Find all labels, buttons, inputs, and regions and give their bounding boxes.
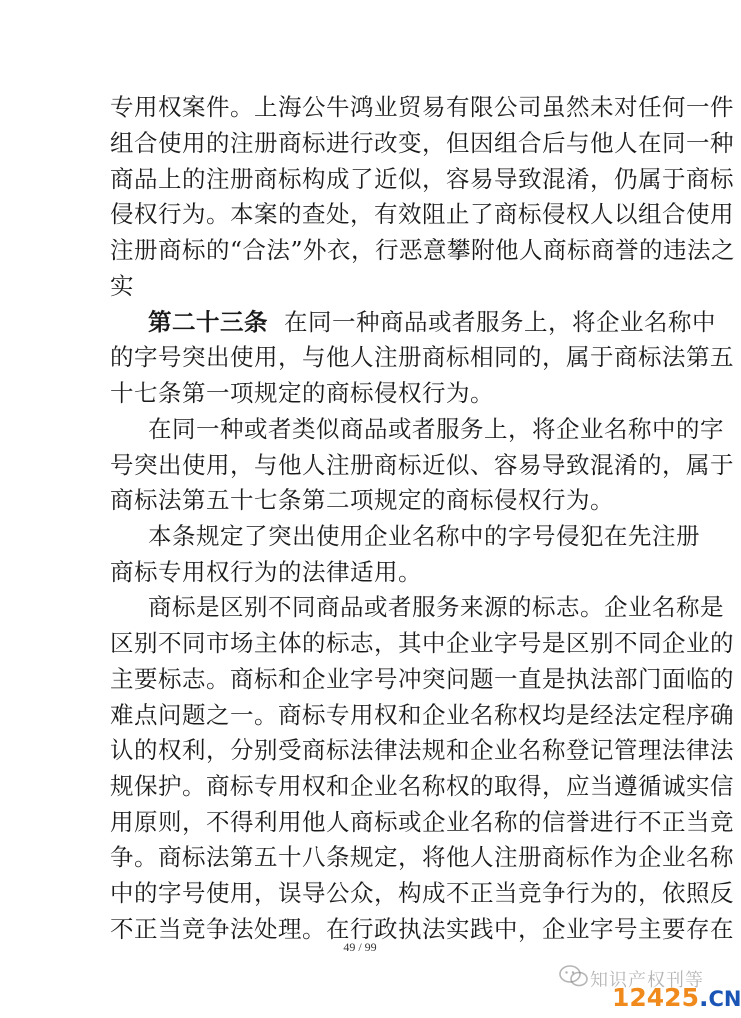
- text-line: 中的字号使用，误导公众，构成不正当竞争行为的，依照反: [110, 879, 734, 907]
- site-logo: [612, 983, 741, 1012]
- text-line: 组合使用的注册商标进行改变，但因组合后与他人在同一种: [110, 129, 734, 157]
- text-line: 在同一种或者类似商品或者服务上，将企业名称中的字: [148, 415, 724, 443]
- watermark-text: 知识产权刊等: [590, 970, 704, 991]
- text-line: 商标专用权行为的法律适用。: [110, 558, 422, 586]
- text-line: 商品上的注册商标构成了近似，容易导致混淆，仍属于商标: [110, 165, 734, 193]
- text-line: 主要标志。商标和企业字号冲突问题一直是执法部门面临的: [110, 665, 734, 693]
- text-line: 侵权行为。本案的查处，有效阻止了商标侵权人以组合使用: [110, 200, 734, 228]
- text-line: 商标法第五十七条第二项规定的商标侵权行为。: [110, 486, 614, 514]
- text-line: 难点问题之一。商标专用权和企业名称权均是经法定程序确: [110, 701, 734, 729]
- article-first-line: [148, 307, 716, 337]
- article-text: 在同一种商品或者服务上，将企业名称中: [283, 308, 716, 336]
- article-heading: 第二十三条: [148, 308, 268, 336]
- text-line: 不正当竞争法处理。在行政执法实践中，企业字号主要存在: [110, 915, 734, 943]
- text-line: 争。商标法第五十八条规定，将他人注册商标作为企业名称: [110, 843, 734, 871]
- text-line: 号突出使用，与他人注册商标近似、容易导致混淆的，属于: [110, 451, 734, 479]
- site-logo-dot: .: [698, 983, 709, 1012]
- text-line: 用原则，不得利用他人商标或企业名称的信誉进行不正当竞: [110, 808, 734, 836]
- text-line: 的字号突出使用，与他人注册商标相同的，属于商标法第五: [110, 343, 734, 371]
- text-line: 专用权案件。上海公牛鸿业贸易有限公司虽然未对任何一件: [110, 93, 734, 121]
- wechat-icon: [558, 963, 590, 989]
- site-logo-number: 12425: [612, 983, 699, 1012]
- text-line: 十七条第一项规定的商标侵权行为。: [110, 379, 494, 407]
- text-line: 注册商标的“合法”外衣，行恶意攀附他人商标商誉的违法之: [110, 236, 736, 264]
- text-line: 商标是区别不同商品或者服务来源的标志。企业名称是: [148, 593, 724, 621]
- text-line: 实: [110, 272, 134, 300]
- text-line: 本条规定了突出使用企业名称中的字号侵犯在先注册: [148, 522, 700, 550]
- text-line: 认的权利，分别受商标法律法规和企业名称登记管理法律法: [110, 736, 734, 764]
- site-logo-tld: CN: [708, 987, 741, 1011]
- page-number: 49 / 99: [343, 940, 377, 954]
- text-line: 规保护。商标专用权和企业名称权的取得，应当遵循诚实信: [110, 772, 734, 800]
- text-line: 区别不同市场主体的标志，其中企业字号是区别不同企业的: [110, 629, 734, 657]
